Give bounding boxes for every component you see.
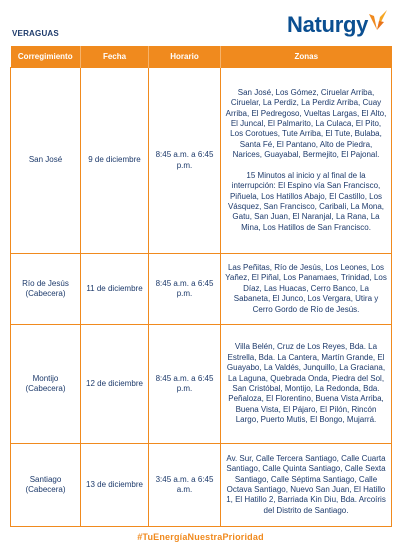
zonas-text: San José, Los Gómez, Ciruelar Arriba, Ciruelar, La Perdiz, La Perdiz Arriba, Cuay Arriba, El Pedregoso, Vueltas Largas, El Alto, El Juncal, El Palmarito, La Culaca, El Pito, Los Corotues, Tute Arriba, El Tute, Bulaba, Santa Fé, El Pantano, Alto de Piedra, Narices, Guayabal, Bermejito, El Pajonal. <box>225 87 387 160</box>
header-fecha: Fecha <box>81 46 149 68</box>
header-horario: Horario <box>149 46 221 68</box>
zonas-cell <box>221 68 392 254</box>
zonas-cell: Las Peñitas, Río de Jesús, Los Leones, Los Yañez, El Piñal, Los Panamaes, Trinidad, Los Díaz, Las Huacas, Cerro Banco, La Sabaneta, El Junco, Los Vergara, Utira y Cerro Gordo de Río de Jesús. <box>221 254 392 325</box>
zonas-cell: Av. Sur, Calle Tercera Santiago, Calle Cuarta Santiago, Calle Quinta Santiago, Calle Sexta Santiago, Calle Séptima Santiago, Calle Octava Santiago, Nuevo San Juan, El Hatillo 1, El Hatillo 2, Barriada Kin Diu, Bda. Arcoíris del Distrito de Santiago. <box>221 444 392 527</box>
horario-cell: 8:45 a.m. a 6:45 p.m. <box>149 68 221 254</box>
horario-cell: 8:45 a.m. a 6:45 p.m. <box>149 254 221 325</box>
naturgy-logo <box>287 10 390 40</box>
horario-cell: 3:45 a.m. a 6:45 a.m. <box>149 444 221 527</box>
table-header-row <box>11 46 392 68</box>
brand-name: Naturgy <box>287 12 369 37</box>
fecha-cell: 9 de diciembre <box>81 68 149 254</box>
table-row <box>11 254 392 325</box>
corregimiento-cell: Río de Jesús (Cabecera) <box>11 254 81 325</box>
corregimiento-cell: Montijo (Cabecera) <box>11 325 81 444</box>
footer-hashtag: #TuEnergíaNuestraPrioridad <box>137 532 264 542</box>
table-row <box>11 68 392 254</box>
table-row <box>11 444 392 527</box>
zonas-cell: Villa Belén, Cruz de Los Reyes, Bda. La Estrella, Bda. La Cantera, Martín Grande, El Guayabo, La Valdés, Junquillo, La Graciana, La Laguna, Quebrada Onda, Piedra del Sol, San Cristóbal, Montijo, La Redonda, Bda. Peñaloza, El Florentino, Buena Vista Arriba, Buena Vista, El Pájaro, El Pilón, Rincón Largo, Puerto Mutis, El Bongo, Mujarrá. <box>221 325 392 444</box>
header-zonas: Zonas <box>221 46 392 68</box>
table-row <box>11 325 392 444</box>
zonas-extra-text: 15 Minutos al inicio y al final de la interrupción: El Espino vía San Francisco, Piñuela, Los Hatillos Abajo, El Castillo, Los Vásquez, San Francisco, Caribali, La Mona, Gatu, San Juan, El Naranjal, La Rana, La Mina, Los Hatillos de San Francisco. <box>227 170 385 232</box>
region-title: VERAGUAS <box>12 29 59 38</box>
fecha-cell: 11 de diciembre <box>81 254 149 325</box>
corregimiento-cell: Santiago (Cabecera) <box>11 444 81 527</box>
header-corregimiento: Corregimiento <box>11 46 81 68</box>
outage-schedule-table <box>10 46 392 527</box>
fecha-cell: 12 de diciembre <box>81 325 149 444</box>
butterfly-logo-icon <box>366 8 390 36</box>
horario-cell: 8:45 a.m. a 6:45 p.m. <box>149 325 221 444</box>
corregimiento-cell: San José <box>11 68 81 254</box>
fecha-cell: 13 de diciembre <box>81 444 149 527</box>
